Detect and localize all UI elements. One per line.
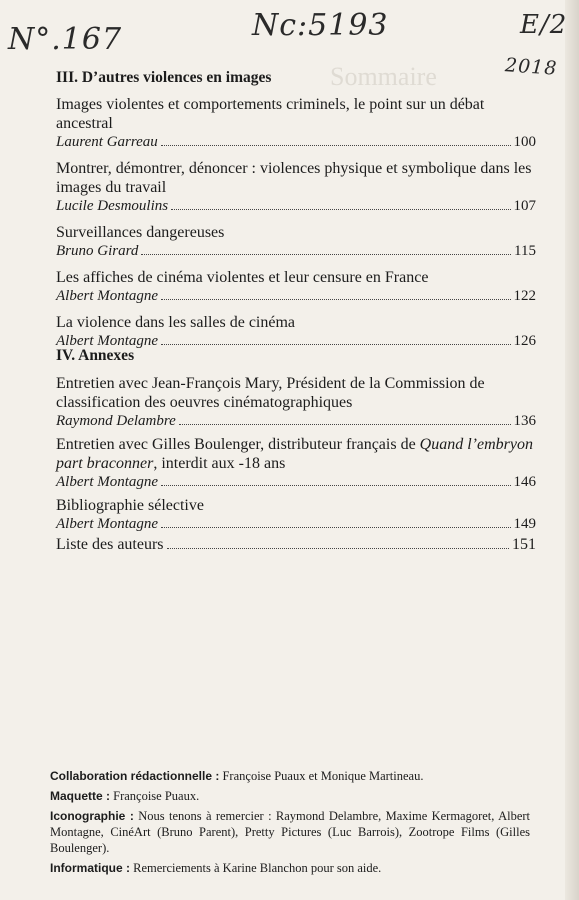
entry-title: Bibliographie sélective [56, 497, 204, 514]
credit-label: Maquette : [50, 789, 110, 803]
handwritten-number-left: N°.167 [8, 22, 123, 57]
toc-entry [56, 313, 536, 350]
credit-label: Iconographie : [50, 809, 134, 823]
entry-title: Les affiches de cinéma violentes et leur censure en France [56, 269, 429, 286]
entry-author-line [56, 515, 536, 533]
credit-text: Remerciements à Karine Blanchon pour son aide. [130, 861, 382, 875]
section-title: IV. Annexes [56, 347, 135, 364]
entry-page: 122 [513, 288, 536, 304]
entry-author: Albert Montagne [56, 474, 159, 490]
dot-leader [161, 144, 511, 146]
credit-iconographie [50, 808, 530, 856]
entry-author-line [56, 197, 536, 215]
entry-author: Albert Montagne [56, 288, 159, 304]
credit-label: Collaboration rédactionnelle : [50, 769, 220, 783]
toc-section-4 [56, 347, 536, 554]
credit-text: Françoise Puaux. [110, 789, 200, 803]
credit-text: Nous tenons à remercier : Raymond Delambre, Maxime Kermagoret, Albert Montagne, CinéArt (Bruno Parent), Pretty Pictures (Luc Barrois), Zootrope Films (Gilles Boulenger). [50, 809, 530, 855]
entry-page: 115 [514, 243, 536, 259]
handwritten-year-right: 2018 [504, 54, 559, 80]
entry-page: 100 [513, 134, 536, 150]
entry-page: 146 [513, 474, 536, 490]
entry-author: Albert Montagne [56, 516, 159, 532]
dot-leader [167, 547, 509, 549]
credit-collaboration [50, 768, 530, 784]
dot-leader [161, 526, 510, 528]
entry-title: Montrer, démontrer, dénoncer : violences physique et symbolique dans les images du travail [56, 160, 532, 196]
entry-author: Laurent Garreau [56, 134, 158, 150]
film-title: Quand l’embryon part braconner [56, 436, 533, 472]
entry-title [56, 435, 536, 473]
entry-title: Images violentes et comportements criminels, le point sur un débat ancestral [56, 96, 485, 132]
entry-author: Albert Montagne [56, 333, 159, 349]
dot-leader [141, 253, 511, 255]
dot-leader [161, 298, 510, 300]
entry-title-line [56, 536, 536, 554]
credit-label: Informatique : [50, 861, 130, 875]
toc-entry [56, 95, 536, 151]
entry-title: La violence dans les salles de cinéma [56, 314, 296, 331]
handwritten-code-right: E/2 [520, 10, 568, 40]
entry-title-part: , interdit aux -18 ans [153, 455, 286, 472]
entry-page: 136 [513, 413, 536, 429]
handwritten-number-center: Nc:5193 [252, 8, 389, 43]
toc-entry [56, 536, 536, 554]
toc-entry [56, 374, 536, 430]
entry-title: Liste des auteurs [56, 536, 164, 553]
entry-title: Entretien avec Jean-François Mary, Président de la Commission de classification des oeuvres cinématographiques [56, 375, 485, 411]
entry-page: 149 [513, 516, 536, 532]
dot-leader [161, 343, 510, 345]
toc-section-3 [56, 69, 536, 350]
entry-author-line [56, 473, 536, 491]
dot-leader [161, 484, 510, 486]
credit-informatique [50, 860, 530, 876]
entry-author: Raymond Delambre [56, 413, 176, 429]
credit-maquette [50, 788, 530, 804]
toc-entry [56, 159, 536, 215]
section-title: III. D’autres violences en images [56, 69, 272, 86]
entry-author-line [56, 287, 536, 305]
credit-text: Françoise Puaux et Monique Martineau. [219, 769, 424, 783]
entry-author: Bruno Girard [56, 243, 139, 259]
toc-entry [56, 496, 536, 533]
entry-author-line [56, 242, 536, 260]
toc-entry [56, 223, 536, 260]
dot-leader [171, 208, 510, 210]
entry-author-line [56, 412, 536, 430]
entry-title: Surveillances dangereuses [56, 224, 225, 241]
toc-entry [56, 435, 536, 491]
credits-block [50, 768, 530, 880]
toc-entry [56, 268, 536, 305]
entry-page: 107 [513, 198, 536, 214]
entry-author: Lucile Desmoulins [56, 198, 169, 214]
entry-page: 126 [513, 333, 536, 349]
show-through-text: Sommaire [330, 62, 437, 91]
entry-title-part: Entretien avec Gilles Boulenger, distributeur français de [56, 436, 420, 453]
entry-author-line [56, 133, 536, 151]
entry-page: 151 [512, 536, 536, 553]
binding-edge [565, 0, 579, 900]
dot-leader [179, 423, 511, 425]
